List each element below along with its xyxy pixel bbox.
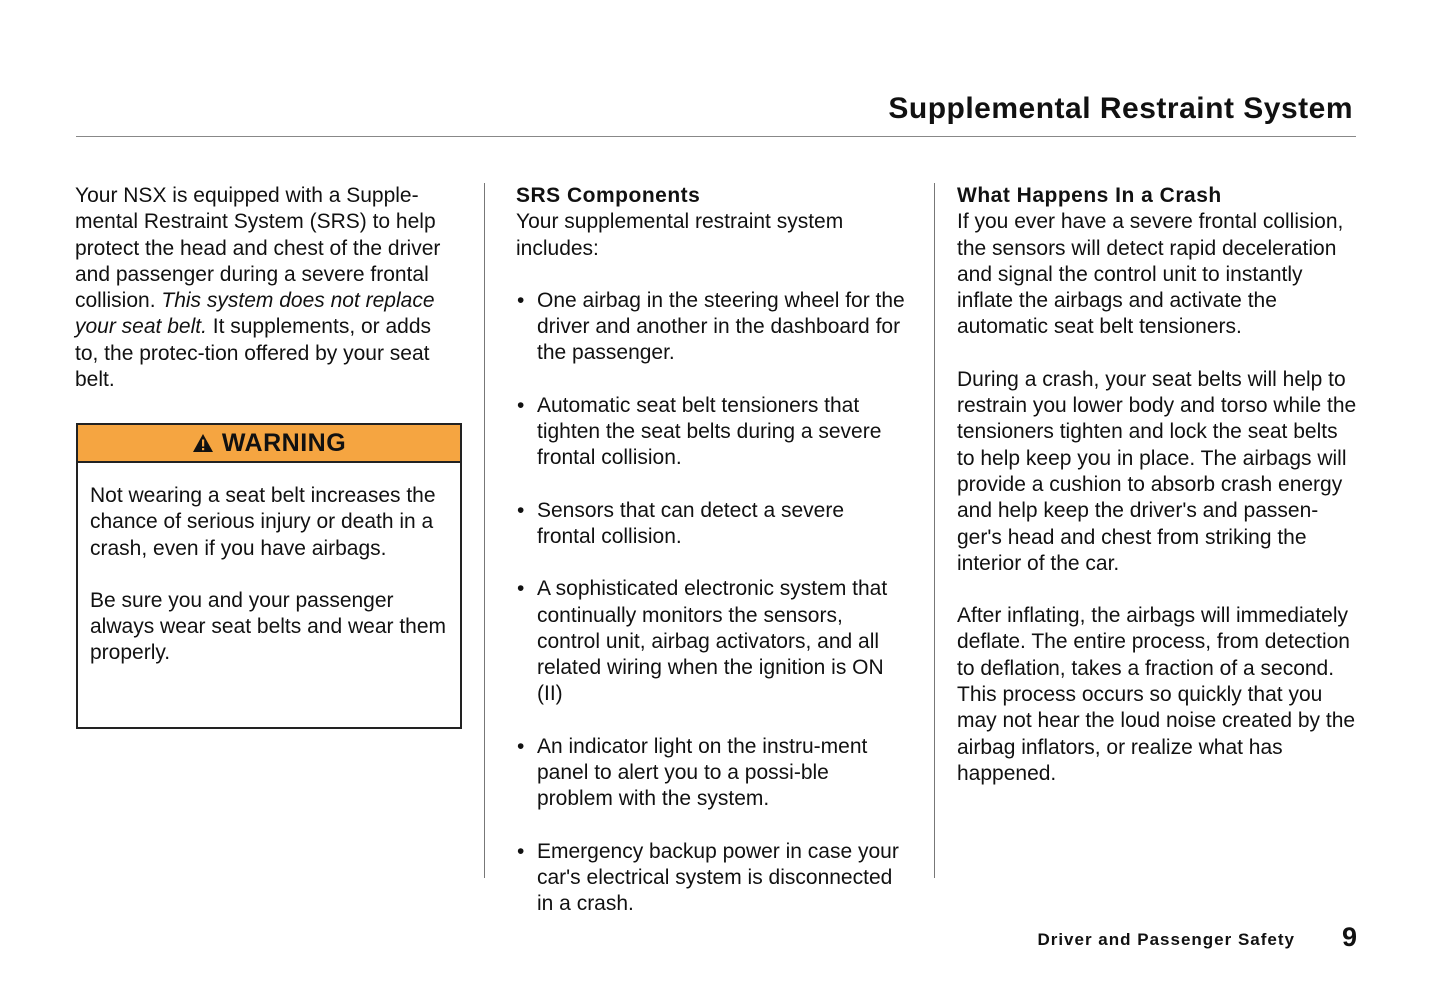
intro-paragraph: Your NSX is equipped with a Supple-mental Restraint System (SRS) to help protect the head and chest of the driver and passenger during a severe frontal collision. This system does not replace your seat belt. It supplements, or adds to, the protec-tion offered by your seat belt. (75, 184, 441, 392)
warning-paragraph: Not wearing a seat belt increases the chance of serious injury or death in a crash, even if you have airbags. (90, 484, 436, 560)
warning-triangle-icon (192, 433, 214, 453)
crash-paragraph: If you ever have a severe frontal collision, the sensors will detect rapid deceleration and signal the control unit to instantly inflate the airbags and activate the automatic seat belt tensioners. (957, 210, 1344, 339)
list-item: • An indicator light on the instru-ment panel to alert you to a possi-ble problem with the system. (516, 734, 906, 813)
list-item: • Automatic seat belt tensioners that tighten the seat belts during a severe frontal collision. (516, 393, 906, 472)
srs-components-column (516, 183, 906, 944)
intro-italic-note: This system does not replace your seat belt. (75, 289, 435, 339)
list-item: • A sophisticated electronic system that continually monitors the sensors, control unit, airbag activators, and all related wiring when the ignition is ON (II) (516, 576, 906, 707)
list-item: • Sensors that can detect a severe frontal collision. (516, 498, 906, 551)
list-item: • Emergency backup power in case your car's electrical system is disconnected in a crash. (516, 839, 906, 918)
warning-box (76, 423, 462, 729)
srs-components-heading: SRS Components (516, 184, 701, 207)
footer-section-label: Driver and Passenger Safety (1037, 930, 1295, 949)
crash-heading: What Happens In a Crash (957, 184, 1222, 207)
column-divider (934, 183, 935, 878)
warning-label: WARNING (221, 428, 347, 457)
warning-body (78, 463, 460, 667)
column-divider (484, 183, 485, 878)
page-number: 9 (1341, 922, 1357, 952)
title-divider (76, 136, 1356, 137)
srs-components-list (516, 288, 906, 918)
list-item: • One airbag in the steering wheel for the driver and another in the dashboard for the passenger. (516, 288, 906, 367)
crash-paragraph: After inflating, the airbags will immediately deflate. The entire process, from detection to deflation, takes a fraction of a second. This process occurs so quickly that you may not hear the loud noise created by the airbag inflators, or realize what has happened. (957, 604, 1356, 785)
page-title: Supplemental Restraint System (888, 92, 1353, 125)
srs-components-intro: Your supplemental restraint system includes: (516, 210, 844, 260)
warning-paragraph: Be sure you and your passenger always wear seat belts and wear them properly. (90, 588, 447, 665)
intro-column (75, 183, 460, 393)
crash-column (957, 183, 1357, 787)
warning-header (78, 425, 460, 463)
crash-paragraph: During a crash, your seat belts will help to restrain you lower body and torso while the tensioners tighten and lock the seat belts to help keep you in place. The airbags will provide a cushion to absorb crash energy and help keep the driver's and passen-ger's head and chest from striking the interior of the car. (957, 367, 1357, 575)
